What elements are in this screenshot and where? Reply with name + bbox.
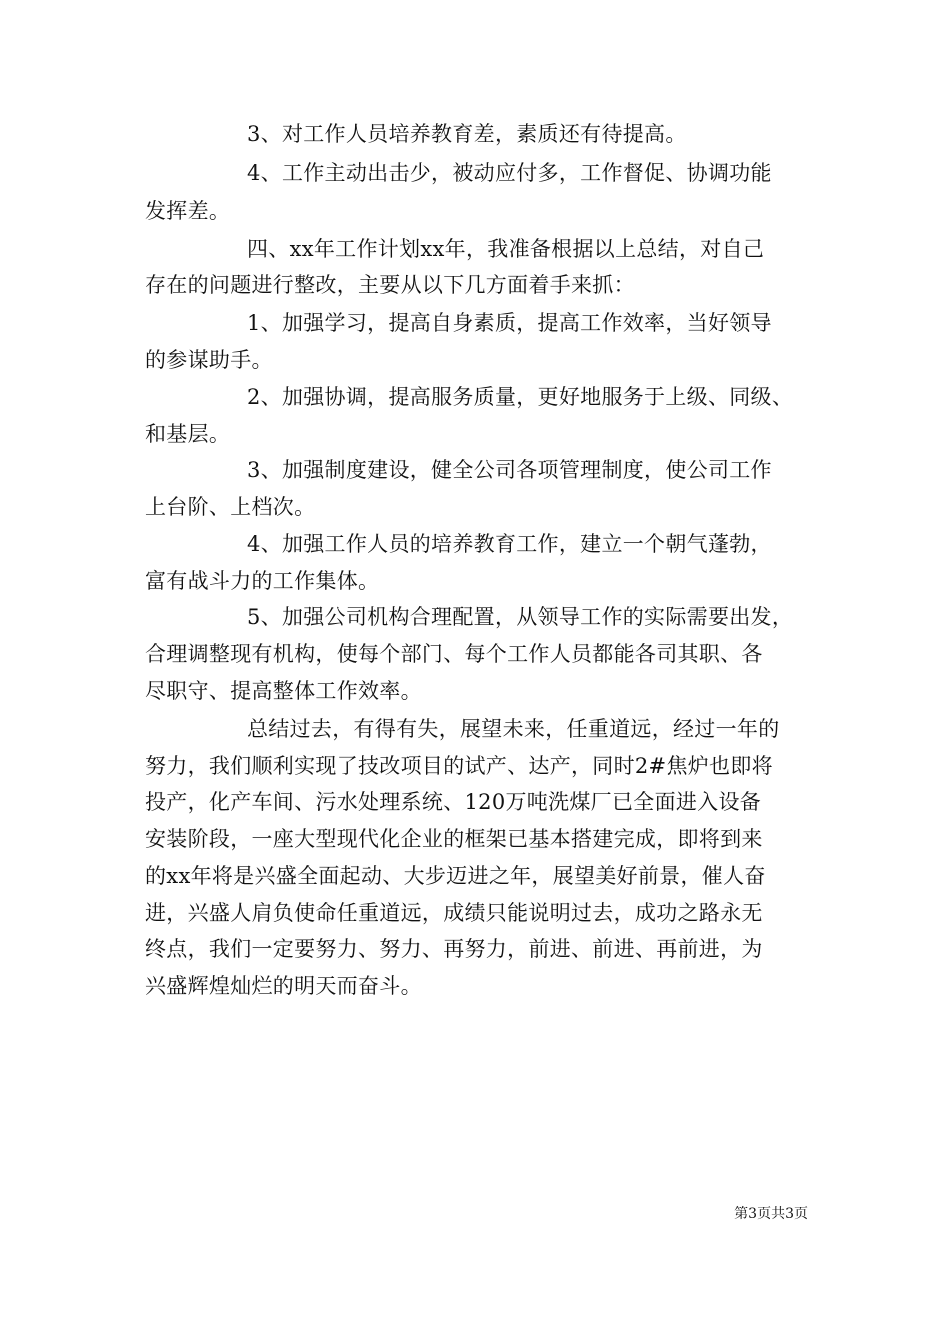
text-line: 终点，我们一定要努力、努力、再努力，前进、前进、再前进，为 [145, 937, 763, 961]
text-line: 总结过去，有得有失，展望未来，任重道远，经过一年的 [247, 717, 780, 741]
text-line: 尽职守、提高整体工作效率。 [145, 679, 422, 703]
text-line: 努力，我们顺利实现了技改项目的试产、达产，同时2#焦炉也即将 [145, 754, 773, 778]
text-line: 4、加强工作人员的培养教育工作，建立一个朝气蓬勃， [247, 532, 772, 556]
text-line: 合理调整现有机构，使每个部门、每个工作人员都能各司其职、各 [145, 642, 763, 666]
text-line: 3、加强制度建设，健全公司各项管理制度，使公司工作 [247, 458, 772, 482]
text-line: 富有战斗力的工作集体。 [145, 569, 380, 593]
text-line: 安装阶段，一座大型现代化企业的框架已基本搭建完成，即将到来 [145, 827, 763, 851]
text-line: 兴盛辉煌灿烂的明天而奋斗。 [145, 974, 422, 998]
text-line: 的xx年将是兴盛全面起动、大步迈进之年，展望美好前景，催人奋 [145, 864, 766, 888]
text-line: 3、对工作人员培养教育差，素质还有待提高。 [247, 122, 687, 146]
text-line: 和基层。 [145, 422, 231, 446]
text-line: 投产，化产车间、污水处理系统、120万吨洗煤厂已全面进入设备 [145, 790, 762, 814]
text-line: 存在的问题进行整改，主要从以下几方面着手来抓： [145, 273, 635, 297]
page-number-footer: 第3页共3页 [734, 1206, 808, 1222]
text-line: 发挥差。 [145, 199, 231, 223]
text-line: 5、加强公司机构合理配置，从领导工作的实际需要出发， [247, 605, 794, 629]
text-line: 4、工作主动出击少，被动应付多，工作督促、协调功能 [247, 161, 772, 185]
text-line: 上台阶、上档次。 [145, 495, 316, 519]
text-line: 1、加强学习，提高自身素质，提高工作效率，当好领导 [247, 311, 772, 335]
text-line: 进，兴盛人肩负使命任重道远，成绩只能说明过去，成功之路永无 [145, 901, 763, 925]
text-line: 2、加强协调，提高服务质量，更好地服务于上级、同级、 [247, 385, 794, 409]
text-line: 的参谋助手。 [145, 348, 273, 372]
text-line: 四、xx年工作计划xx年，我准备根据以上总结，对自己 [247, 237, 765, 261]
